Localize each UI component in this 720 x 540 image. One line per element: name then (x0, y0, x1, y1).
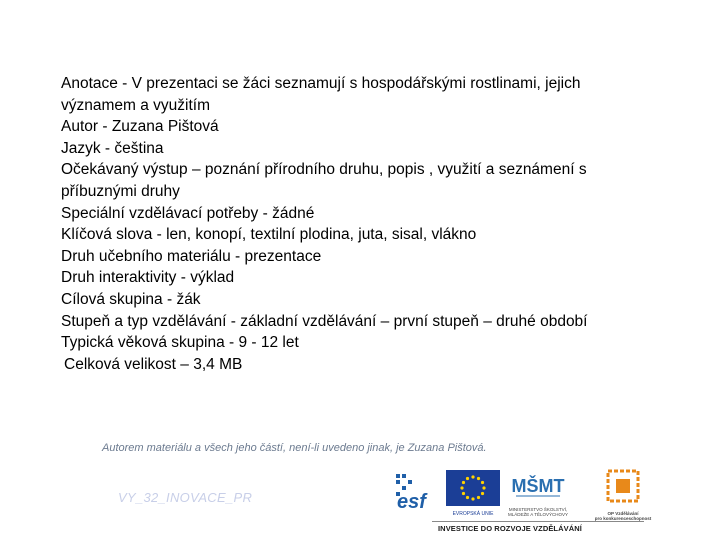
eu-star-icon (471, 497, 474, 500)
metadata-line-material-type: Druh učebního materiálu - prezentace (61, 247, 322, 265)
eu-star-icon (462, 492, 465, 495)
eu-flag-logo (446, 470, 500, 516)
metadata-block (61, 73, 661, 375)
esf-logo (394, 470, 436, 512)
metadata-line-education-level: Stupeň a typ vzdělávání - základní vzdělávání – první stupeň – druhé období (61, 312, 588, 330)
metadata-line-expected-output-cont: příbuznými druhy (61, 182, 180, 200)
eu-star-icon (481, 481, 484, 484)
metadata-line-total-size: Celková velikost – 3,4 MB (64, 355, 243, 373)
eu-star-icon (477, 477, 480, 480)
eu-star-icon (462, 481, 465, 484)
op-caption-line1: OP Vzdělávání (607, 511, 639, 516)
msmt-logo-text: MŠMT (511, 476, 565, 496)
metadata-line-target-group: Cílová skupina - žák (61, 290, 201, 308)
metadata-line-interactivity: Druh interaktivity - výklad (61, 269, 235, 287)
metadata-line-author: Autor - Zuzana Pištová (61, 118, 219, 136)
op-caption-line2: pro konkurenceschopnost (594, 516, 652, 521)
eu-star-icon (481, 492, 484, 495)
logos-row (390, 462, 670, 520)
esf-logo-graphic (394, 470, 436, 512)
eu-star-icon (482, 486, 485, 489)
metadata-line-annotation: Anotace - V prezentaci se žáci seznamují s hospodářskými rostlinami, jejich (61, 75, 581, 92)
esf-logo-text: esf (397, 491, 426, 512)
material-code-label: VY_32_INOVACE_PR (118, 490, 253, 505)
eu-flag-icon (446, 470, 500, 506)
metadata-line-language: Jazyk - čeština (61, 139, 164, 157)
msmt-caption-line2: MLÁDEŽE A TĚLOVÝCHOVY (508, 512, 568, 517)
investment-caption: INVESTICE DO ROZVOJE VZDĚLÁVÁNÍ (438, 524, 638, 533)
eu-star-icon (460, 486, 463, 489)
metadata-line-age-group: Typická věková skupina - 9 - 12 let (61, 334, 299, 352)
funding-logo-strip (390, 462, 670, 540)
eu-star-icon (471, 475, 474, 478)
authorship-note: Autorem materiálu a všech jeho částí, není-li uvedeno jinak, je Zuzana Pištová. (102, 442, 487, 454)
op-vk-logo-graphic (592, 468, 654, 506)
eu-star-icon (466, 496, 469, 499)
metadata-line-annotation-cont: významem a využitím (61, 96, 211, 114)
eu-caption: EVROPSKÁ UNIE (452, 511, 494, 517)
msmt-caption-line1: MINISTERSTVO ŠKOLSTVÍ, (508, 507, 568, 512)
eu-star-icon (477, 496, 480, 499)
msmt-logo-graphic (508, 468, 568, 502)
msmt-logo (508, 468, 568, 520)
op-vk-logo (592, 468, 654, 520)
eu-star-icon (466, 477, 469, 480)
metadata-line-keywords: Klíčová slova - len, konopí, textilní plodina, juta, sisal, vlákno (61, 226, 477, 244)
metadata-line-expected-output: Očekávaný výstup – poznání přírodního druhu, popis , využití a seznámení s (61, 161, 587, 179)
metadata-line-special-needs: Speciální vzdělávací potřeby - žádné (61, 204, 315, 222)
